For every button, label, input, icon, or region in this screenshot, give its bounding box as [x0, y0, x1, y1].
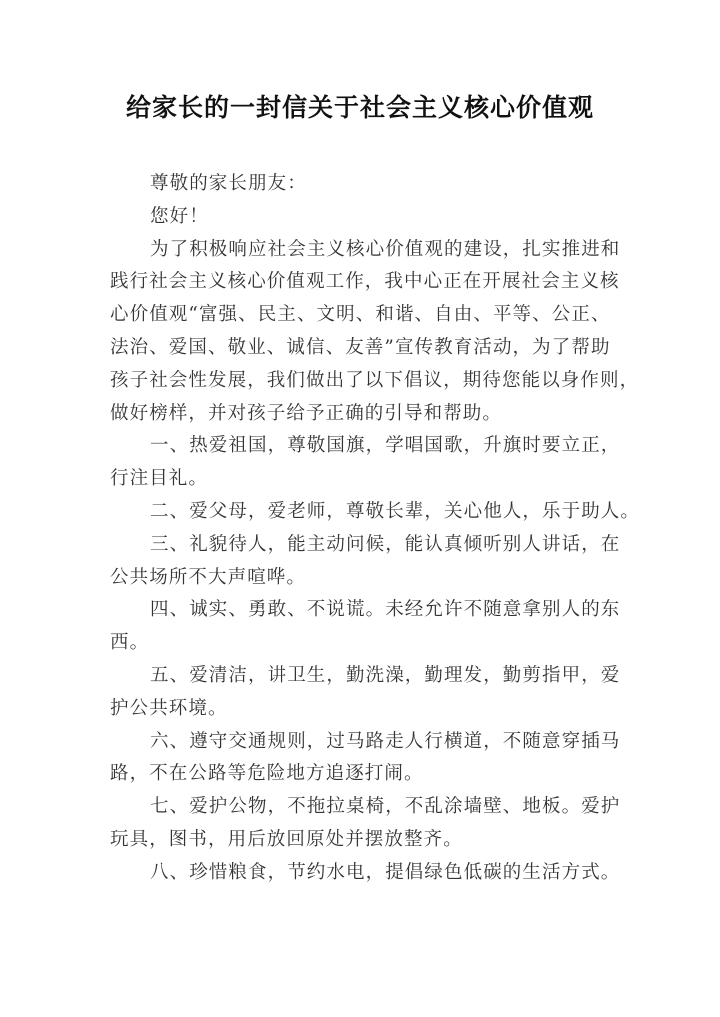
paragraph	[110, 791, 640, 857]
paragraph	[110, 594, 640, 660]
text-line: 六、遵守交通规则，过马路走人行横道，不随意穿插马	[150, 730, 621, 752]
text-line: 做好榜样，并对孩子给予正确的引导和帮助。	[110, 402, 503, 424]
text-line: 路，不在公路等危险地方追逐打闹。	[110, 763, 424, 785]
paragraph	[110, 168, 640, 201]
text-line: 尊敬的家长朋友：	[150, 173, 307, 194]
paragraph	[110, 529, 640, 595]
text-line: 二、爱父母，爱老师，尊敬长辈，关心他人，乐于助人。	[150, 500, 641, 522]
text-line: 五、爱清洁，讲卫生，勤洗澡，勤理发，勤剪指甲，爱	[150, 664, 621, 686]
text-line: 孩子社会性发展，我们做出了以下倡议，期待您能以身作则，	[110, 369, 640, 391]
text-line: 玩具，图书，用后放回原处并摆放整齐。	[110, 828, 463, 850]
paragraph	[110, 496, 640, 529]
text-line: 八、珍惜粮食，节约水电，提倡绿色低碳的生活方式。	[150, 861, 621, 883]
text-line: 七、爱护公物，不拖拉桌椅，不乱涂墙壁、地板。爱护	[150, 796, 621, 818]
text-line: 四、诚实、勇敢、不说谎。未经允许不随意拿别人的东	[150, 599, 621, 621]
text-line: 三、礼貌待人，能主动问候，能认真倾听别人讲话，在	[150, 533, 621, 555]
text-line: 一、热爱祖国，尊敬国旗，学唱国歌，升旗时要立正，	[150, 435, 621, 457]
text-line: 您好！	[150, 205, 209, 227]
paragraph	[110, 857, 640, 890]
paragraph	[110, 430, 640, 496]
text-line: 西。	[110, 632, 150, 654]
text-line: 为了积极响应社会主义核心价值观的建设，扎实推进和	[150, 238, 621, 260]
text-line: 护公共环境。	[110, 697, 228, 719]
letter-body	[110, 168, 640, 890]
paragraph	[110, 726, 640, 792]
text-line: 行注目礼。	[110, 468, 209, 490]
paragraph	[110, 660, 640, 726]
paragraph	[110, 234, 640, 431]
text-line: 法治、爱国、敬业、诚信、友善”宣传教育活动，为了帮助	[110, 336, 611, 358]
text-line: 心价值观“富强、民主、文明、和谐、自由、平等、公正、	[110, 304, 611, 326]
document-title: 给家长的一封信关于社会主义核心价值观	[125, 93, 594, 122]
text-line: 践行社会主义核心价值观工作，我中心正在开展社会主义核	[110, 271, 620, 293]
text-line: 公共场所不大声喧哗。	[110, 566, 307, 588]
paragraph	[110, 201, 640, 234]
